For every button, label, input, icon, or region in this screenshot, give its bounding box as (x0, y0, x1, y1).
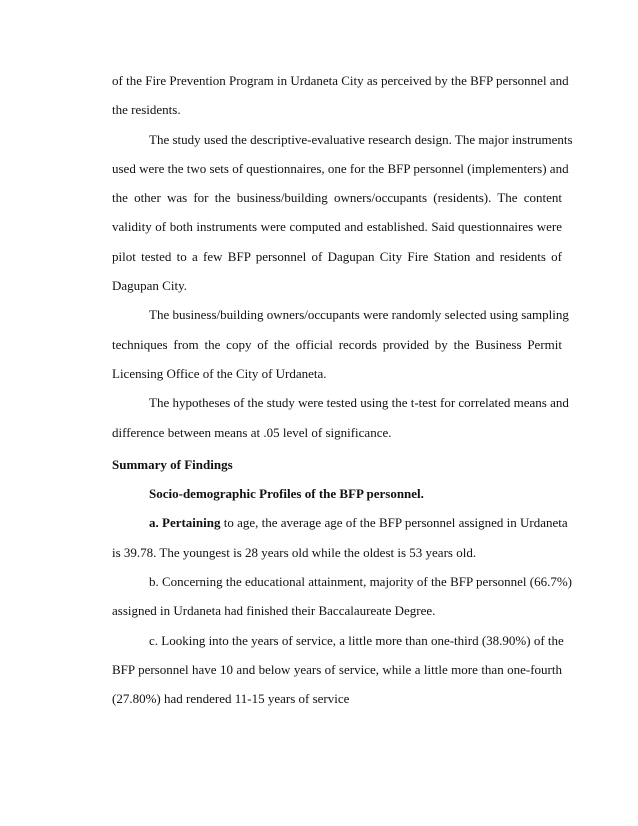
paragraph-line: validity of both instruments were computed and established. Said questionnaires were (112, 219, 562, 235)
finding-c-line: (27.80%) had rendered 11-15 years of service (112, 691, 350, 707)
finding-c-line: c. Looking into the years of service, a little more than one-third (38.90%) of the (149, 632, 564, 648)
finding-a-line: is 39.78. The youngest is 28 years old while the oldest is 53 years old. (112, 544, 477, 560)
paragraph-line: Licensing Office of the City of Urdaneta. (112, 365, 327, 381)
finding-c-line: BFP personnel have 10 and below years of service, while a little more than one-fourth (112, 661, 562, 677)
paragraph-line: the other was for the business/building owners/occupants (residents). The content (112, 190, 562, 206)
finding-b-line: assigned in Urdaneta had finished their Baccalaureate Degree. (112, 603, 436, 619)
paragraph-line: difference between means at .05 level of significance. (112, 424, 392, 440)
paragraph-line: pilot tested to a few BFP personnel of Dagupan City Fire Station and residents of (112, 248, 562, 264)
paragraph-line: The business/building owners/occupants were randomly selected using sampling (149, 307, 569, 323)
paragraph-line: The study used the descriptive-evaluative research design. The major instruments (149, 131, 573, 147)
subsection-heading: Socio-demographic Profiles of the BFP personnel. (149, 486, 424, 502)
paragraph-line: used were the two sets of questionnaires, one for the BFP personnel (implementers) and (112, 160, 569, 176)
paragraph-line: Dagupan City. (112, 278, 187, 294)
finding-a-lead: a. Pertaining (149, 515, 221, 531)
finding-a-line (112, 508, 568, 537)
finding-b-line: b. Concerning the educational attainment, majority of the BFP personnel (66.7%) (149, 574, 573, 590)
finding-a-text: to age, the average age of the BFP personnel assigned in Urdaneta (220, 515, 568, 531)
paragraph-line: techniques from the copy of the official records provided by the Business Permit (112, 336, 562, 352)
paragraph-line: of the Fire Prevention Program in Urdaneta City as perceived by the BFP personnel and (112, 73, 569, 88)
section-heading: Summary of Findings (112, 456, 233, 472)
paragraph-line: The hypotheses of the study were tested using the t-test for correlated means and (149, 395, 569, 411)
paragraph-line: the residents. (112, 102, 181, 118)
body-text (112, 66, 573, 714)
